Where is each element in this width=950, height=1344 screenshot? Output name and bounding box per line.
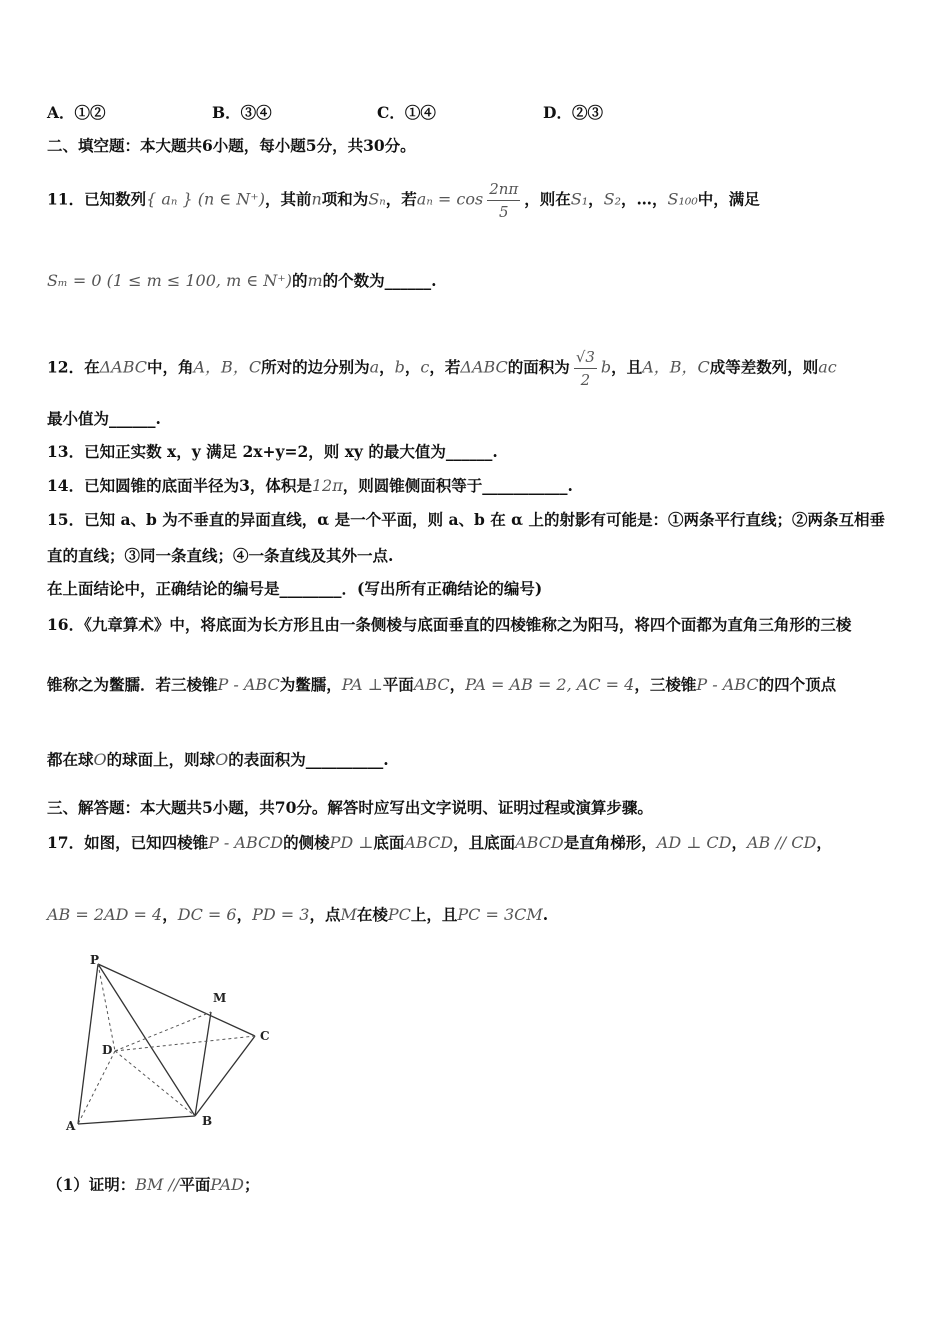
option-d: D．②③ bbox=[543, 103, 603, 122]
pyramid-figure bbox=[60, 950, 290, 1135]
option-c: C．①④ bbox=[377, 103, 436, 122]
edge-BC bbox=[195, 1036, 255, 1116]
label-P: P bbox=[90, 953, 100, 967]
question-11-line1: 11．已知数列{ aₙ } (n ∈ N⁺)，其前n项和为Sₙ，若aₙ = cos $\frac{2n\pi}{5}$ ，则在S₁，S₂，…，S₁₀₀中，满足 bbox=[47, 180, 760, 221]
question-16-line1: 16．《九章算术》中，将底面为长方形且由一条侧棱与底面垂直的四棱锥称之为阳马，将四个面都为直角三角形的三棱 bbox=[47, 615, 852, 634]
question-12-line1: 12．在ΔABC中，角A，B，C所对的边分别为a，b，c，若ΔABC的面积为 $\frac{√3}{2}$ b，且A，B，C成等差数列，则ac bbox=[47, 348, 837, 389]
question-11-line2: Sₘ = 0 (1 ≤ m ≤ 100, m ∈ N⁺)的m的个数为______. bbox=[47, 271, 437, 290]
label-A: A bbox=[66, 1119, 76, 1133]
question-17-part1: （1）证明：BM //平面PAD； bbox=[47, 1175, 260, 1194]
question-15-line2: 直的直线；③同一条直线；④一条直线及其外一点. bbox=[47, 546, 394, 565]
edge-BM bbox=[195, 1012, 211, 1116]
question-15-line1: 15．已知 a、b 为不垂直的异面直线，α 是一个平面，则 a、b 在 α 上的射影有可能是：①两条平行直线；②两条互相垂 bbox=[47, 510, 885, 529]
edge-DM bbox=[115, 1012, 211, 1051]
edge-DB bbox=[115, 1051, 195, 1116]
label-C: C bbox=[260, 1029, 270, 1043]
section2-title: 二、填空题：本大题共6小题，每小题5分，共30分。 bbox=[47, 136, 416, 155]
question-17-line2: AB = 2AD = 4，DC = 6，PD = 3，点M在棱PC上，且PC = 3CM. bbox=[47, 905, 549, 924]
edge-DA bbox=[78, 1051, 115, 1124]
label-M: M bbox=[213, 991, 227, 1005]
question-16-line2: 锥称之为鳖臑．若三棱锥P - ABC为鳖臑，PA ⊥平面ABC，PA = AB = 2, AC = 4，三棱锥P - ABC的四个顶点 bbox=[47, 675, 837, 694]
question-15-line3: 在上面结论中，正确结论的编号是________．(写出所有正确结论的编号) bbox=[47, 579, 543, 598]
edge-PA bbox=[78, 964, 98, 1124]
question-16-line3: 都在球O的球面上，则球O的表面积为__________. bbox=[47, 750, 389, 769]
question-12-line2: 最小值为______. bbox=[47, 409, 161, 428]
question-17-line1: 17．如图，已知四棱锥P - ABCD的侧棱PD ⊥底面ABCD，且底面ABCD是直角梯形，AD ⊥ CD，AB // CD， bbox=[47, 833, 832, 852]
question-13: 13．已知正实数 x，y 满足 2x+y=2，则 xy 的最大值为______. bbox=[47, 442, 498, 461]
question-14: 14．已知圆锥的底面半径为3，体积是12π，则圆锥侧面积等于___________. bbox=[47, 476, 573, 495]
label-B: B bbox=[202, 1114, 213, 1128]
section3-title: 三、解答题：本大题共5小题，共70分。解答时应写出文字说明、证明过程或演算步骤。 bbox=[47, 798, 653, 817]
edge-AB bbox=[78, 1116, 195, 1124]
edge-DC bbox=[115, 1036, 255, 1051]
fraction: $\frac{√3}{2}$ bbox=[575, 348, 595, 389]
fraction: $\frac{2n\pi}{5}$ bbox=[489, 180, 519, 221]
option-b: B．③④ bbox=[212, 103, 272, 122]
label-D: D bbox=[102, 1043, 113, 1057]
option-a: A．①② bbox=[47, 103, 106, 122]
